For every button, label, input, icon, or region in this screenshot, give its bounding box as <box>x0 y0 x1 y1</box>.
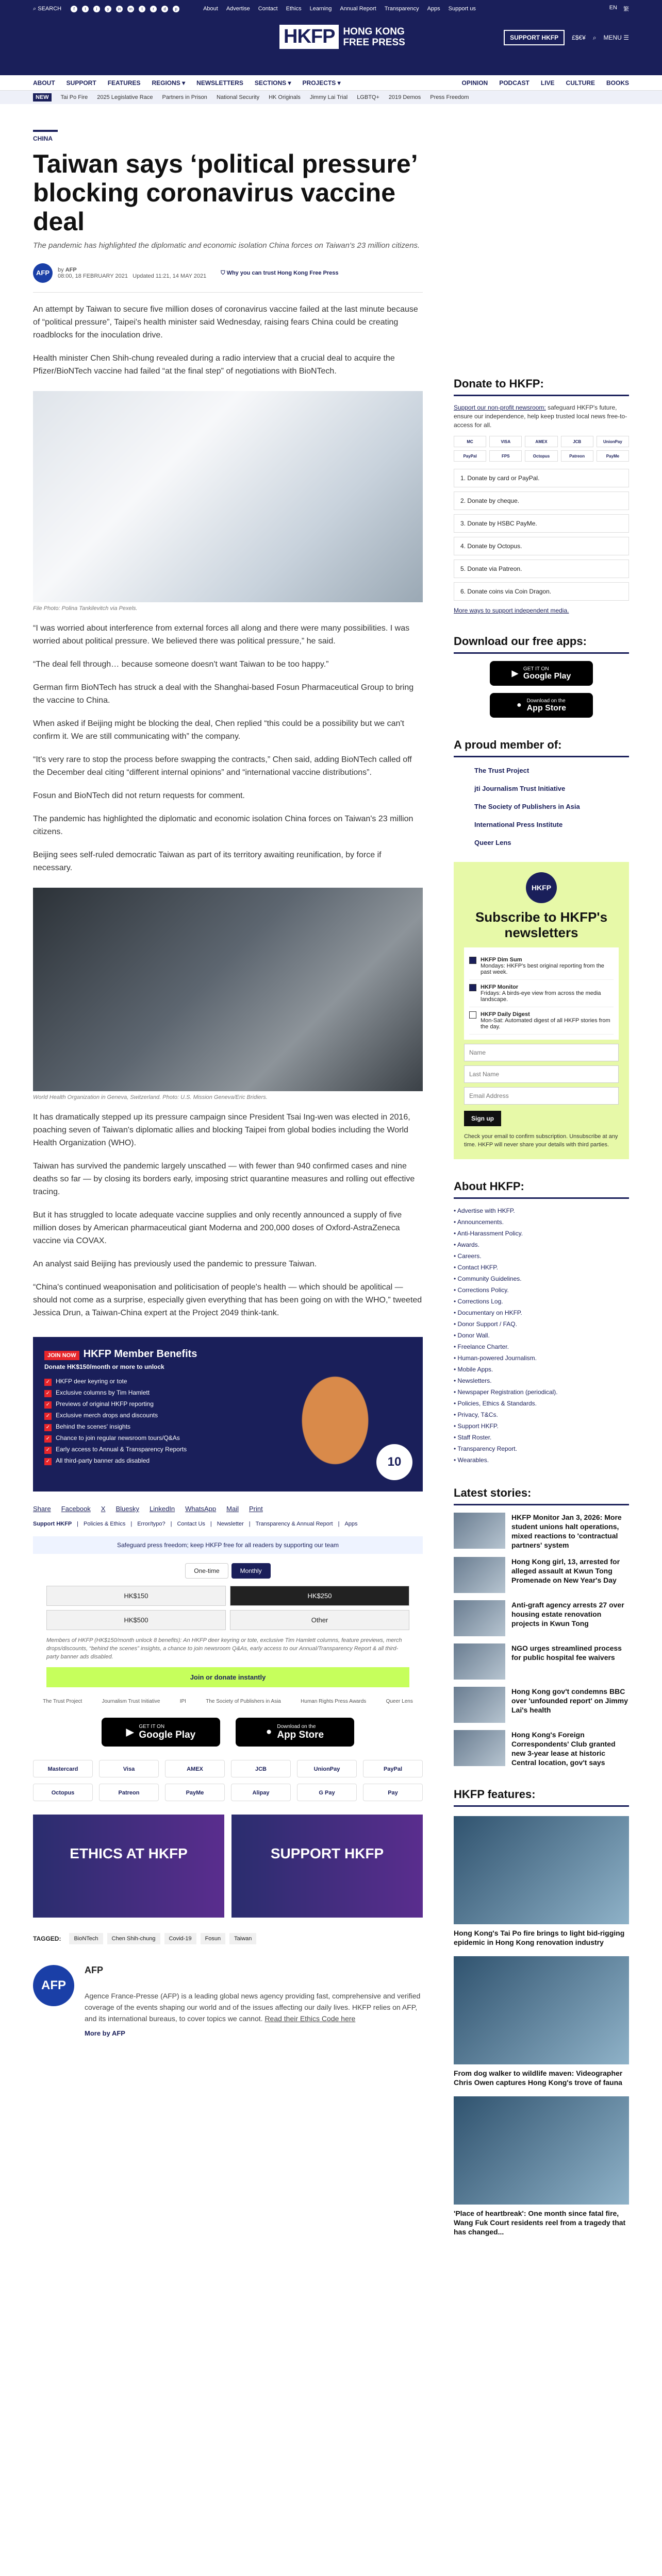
article-tags <box>33 1933 423 1944</box>
who-building-photo <box>33 888 423 1091</box>
author-details <box>85 1965 423 2037</box>
benefit-item: ✓ All third-party banner ads disabled <box>44 1455 411 1466</box>
hrpa-logo: Human Rights Press Awards <box>301 1699 367 1704</box>
support-link[interactable]: Newsletter <box>217 1521 244 1527</box>
paragraph: But it has struggled to locate adequate vaccine supplies and only recently announced a supply of five million doses by American pharmaceutical giant Moderna and 200,000 doses of Oxford-AstraZeneca vaccine via COVAX. <box>33 1211 402 1245</box>
share-links <box>33 1505 423 1513</box>
share-whatsapp[interactable]: WhatsApp <box>185 1505 217 1513</box>
more-by-author-link[interactable]: More by AFP <box>85 2029 125 2037</box>
facebook-icon[interactable]: f <box>71 6 77 12</box>
jcb-icon: JCB <box>231 1760 291 1777</box>
search-link[interactable]: ⌕ SEARCH <box>33 5 62 12</box>
donation-frequency <box>33 1563 423 1579</box>
share-x[interactable]: X <box>101 1505 106 1513</box>
benefit-item: ✓ Exclusive merch drops and discounts <box>44 1410 411 1421</box>
more-ways-link[interactable]: More ways to support independent media. <box>454 607 569 614</box>
utility-link-learning[interactable]: Learning <box>309 6 332 12</box>
latest-story[interactable] <box>454 1600 629 1636</box>
story-thumbnail <box>454 1600 505 1636</box>
support-banner[interactable]: SUPPORT HKFP <box>231 1815 423 1918</box>
trending-item[interactable]: HK Originals <box>269 94 301 100</box>
jti-logo[interactable]: jti Journalism Trust Initiative <box>474 785 566 792</box>
nav-sections[interactable]: SECTIONS ▾ <box>254 79 291 87</box>
language-switch <box>609 5 629 13</box>
support-link[interactable]: Contact Us <box>177 1521 205 1527</box>
about-link[interactable]: • Privacy, T&Cs. <box>454 1409 629 1420</box>
byline-text: by AFP 08:00, 18 FEBRUARY 2021 Updated 11:21, 14 MAY 2021 <box>58 267 207 279</box>
about-heading: About HKFP: <box>454 1180 629 1199</box>
donate-option[interactable]: 6. Donate coins via Coin Dragon. <box>454 582 629 601</box>
apple-icon: ● <box>266 1726 272 1737</box>
menu-button[interactable]: MENU ☰ <box>603 34 629 41</box>
mastodon-icon[interactable]: m <box>127 6 134 12</box>
paypal-icon: PayPal <box>454 450 486 462</box>
sopa-logo: The Society of Publishers in Asia <box>206 1699 281 1704</box>
join-now-badge: JOIN NOW <box>44 1351 79 1360</box>
unionpay-icon: UnionPay <box>297 1760 357 1777</box>
trust-project-logo[interactable]: The Trust Project <box>474 767 529 774</box>
utility-link-ethics[interactable]: Ethics <box>286 6 302 12</box>
main-nav <box>0 75 662 91</box>
trust-project-logo: The Trust Project <box>43 1699 82 1704</box>
newsletter-title: Subscribe to HKFP's newsletters <box>475 909 608 940</box>
donate-option[interactable]: 3. Donate by HSBC PayMe. <box>454 514 629 533</box>
google-play-badge[interactable]: ▶ GET IT ON Google Play <box>102 1718 220 1747</box>
nav-features[interactable]: FEATURES <box>107 79 141 87</box>
donate-option[interactable]: 2. Donate by cheque. <box>454 492 629 510</box>
paragraph: “The deal fell through… because someone doesn't want Taiwan to be too happy.” <box>33 660 329 669</box>
top-utility-bar <box>0 0 662 18</box>
amex-icon: AMEX <box>165 1760 225 1777</box>
queer-lens-logo[interactable]: Queer Lens <box>474 839 511 846</box>
benefit-item: ✓ Exclusive columns by Tim Hamlett <box>44 1387 411 1398</box>
feature-image <box>454 1816 629 1924</box>
paragraph: When asked if Beijing might be blocking the deal, Chen replied “this could be a possibility but we can't confirm it. We are still communicating with” the company. <box>33 719 404 741</box>
nav-newsletters[interactable]: NEWSLETTERS <box>196 79 243 87</box>
patreon-icon: Patreon <box>561 450 593 462</box>
about-link[interactable]: • Corrections Log. <box>454 1296 629 1307</box>
support-link[interactable]: Policies & Ethics <box>84 1521 126 1527</box>
byline <box>33 263 423 283</box>
utility-link-advertise[interactable]: Advertise <box>226 6 250 12</box>
newsletter-signup <box>454 862 629 1159</box>
sidebar <box>454 377 629 2236</box>
ipi-logo[interactable]: International Press Institute <box>474 821 563 828</box>
utility-link-annual-report[interactable]: Annual Report <box>340 6 376 12</box>
amex-icon: AMEX <box>525 436 557 447</box>
about-link[interactable]: • Human-powered Journalism. <box>454 1352 629 1364</box>
donate-heading: Donate to HKFP: <box>454 377 629 396</box>
unionpay-icon: UnionPay <box>597 436 629 447</box>
youtube-icon[interactable]: y <box>105 6 111 12</box>
nav-podcast[interactable]: PODCAST <box>499 79 529 87</box>
name-field[interactable] <box>464 1044 619 1061</box>
logo-mark: HKFP <box>279 25 339 49</box>
amount-option[interactable]: HK$500 <box>46 1610 226 1630</box>
trending-bar <box>0 91 662 104</box>
hamburger-icon: ☰ <box>623 34 629 41</box>
vaccine-photo <box>33 391 423 602</box>
sopa-logo[interactable]: The Society of Publishers in Asia <box>474 803 580 810</box>
site-logo[interactable] <box>279 25 405 49</box>
author-box <box>33 1965 423 2037</box>
support-link[interactable]: Transparency & Annual Report <box>255 1521 333 1527</box>
article-title: Taiwan says ‘political pressure’ blocking coronavirus vaccine deal <box>33 149 417 236</box>
search-icon: ⌕ <box>33 5 37 12</box>
about-link[interactable]: • Staff Roster. <box>454 1432 629 1443</box>
promo-banners <box>33 1815 423 1918</box>
paragraph: “It's very rare to stop the process before swapping the contracts,” Chen said, adding BioNTech called off the December deal citing “different internal opinions” and “international vaccine distributions”. <box>33 755 412 777</box>
patreon-icon[interactable]: p <box>173 6 179 12</box>
share-linkedin[interactable]: LinkedIn <box>150 1505 175 1513</box>
story-title[interactable]: Hong Kong girl, 13, arrested for alleged assault at Kwun Tong Promenade on New Year's Day <box>511 1557 620 1584</box>
newsletter-fineprint: Check your email to confirm subscription. Unsubscribe at any time. HKFP will never share your details with third parties. <box>464 1133 618 1148</box>
jcb-icon: JCB <box>561 436 593 447</box>
latest-heading: Latest stories: <box>454 1486 629 1505</box>
visa-icon: Visa <box>99 1760 159 1777</box>
author-name[interactable]: AFP <box>85 1965 103 1975</box>
paypal-icon: PayPal <box>363 1760 423 1777</box>
search-icon[interactable]: ⌕ <box>592 33 597 41</box>
instagram-icon[interactable]: i <box>93 6 100 12</box>
share-facebook[interactable]: Facebook <box>61 1505 91 1513</box>
donate-option[interactable]: 1. Donate by card or PayPal. <box>454 469 629 487</box>
masthead <box>0 18 662 75</box>
freq-monthly[interactable]: Monthly <box>231 1563 271 1579</box>
benefit-item: ✓ Behind the scenes' insights <box>44 1421 411 1432</box>
paragraph: An analyst said Beijing has previously used the pandemic to pressure Taiwan. <box>33 1260 317 1268</box>
donate-option[interactable]: 5. Donate via Patreon. <box>454 560 629 578</box>
masthead-actions <box>504 30 629 45</box>
photo-caption: World Health Organization in Geneva, Switzerland. Photo: U.S. Mission Geneva/Eric Bridiers. <box>33 1094 268 1100</box>
feature-story[interactable] <box>454 1816 629 1947</box>
safeguard-banner[interactable]: Safeguard press freedom; keep HKFP free for all readers by supporting our team <box>33 1536 423 1554</box>
member-benefits-banner[interactable] <box>33 1337 423 1492</box>
paragraph: Fosun and BioNTech did not return requests for comment. <box>33 791 245 800</box>
tags-label: TAGGED: <box>33 1935 61 1942</box>
visa-icon: VISA <box>489 436 522 447</box>
utility-link-support[interactable]: Support us <box>448 6 476 12</box>
feature-story[interactable] <box>454 2096 629 2236</box>
checkbox[interactable] <box>469 1011 476 1019</box>
newsletter-options <box>464 947 619 1040</box>
author-bio: Agence France-Presse (AFP) is a leading global news agency providing fast, comprehensive and verified coverage of the events shaping our world and of the issues affecting our daily lives. HKFP relies on AFP, and its international bureaus, to cover topics we cannot. Read their Ethics Code here <box>85 1992 421 2023</box>
proud-member-heading: A proud member of: <box>454 738 629 757</box>
paragraph: Health minister Chen Shih-chung revealed during a radio interview that a crucial deal to acquire the Pfizer/BioNTech vaccine had failed “at the final step” of negotiations with BioNTech. <box>33 354 395 376</box>
tag[interactable]: Chen Shih-chung <box>107 1933 160 1944</box>
checkbox[interactable] <box>469 984 476 991</box>
lang-zh[interactable]: 繁 <box>623 6 629 12</box>
author-avatar[interactable]: AFP <box>33 263 53 283</box>
divider <box>33 292 423 293</box>
nav-support[interactable]: SUPPORT <box>66 79 96 87</box>
threads-icon[interactable]: t <box>139 6 145 12</box>
paragraph: An attempt by Taiwan to secure five million doses of coronavirus vaccine failed at the last minute because of “political pressure”, Taipei's health minister said Wednesday, raising fears China could be creating roadblocks for the inoculation drive. <box>33 305 418 340</box>
share-mail[interactable]: Mail <box>226 1505 239 1513</box>
octopus-icon: Octopus <box>525 450 557 462</box>
app-store-badge[interactable]: ● Download on the App Store <box>490 693 593 718</box>
ethics-banner[interactable]: ETHICS AT HKFP <box>33 1815 224 1918</box>
donate-link[interactable]: Support our non-profit newsroom: <box>454 404 546 411</box>
share-bluesky[interactable]: Bluesky <box>115 1505 139 1513</box>
donation-note: Members of HKFP (HK$150/month unlock 8 benefits): An HKFP deer keyring or tote, exclusive Tim Hamlett columns, feature previews, merch drops/discounts, “behind the scenes” insights, a chance to join newsroom Q&As, early access to our Annual/Transparency Report & all third-party banner ads disabled. <box>46 1637 402 1660</box>
utility-links <box>203 6 476 12</box>
about-link[interactable]: • Freelance Charter. <box>454 1341 629 1352</box>
join-donate-button[interactable]: Join or donate instantly <box>46 1667 409 1687</box>
benefit-item: ✓ HKFP deer keyring or tote <box>44 1376 411 1387</box>
jti-logo: Journalism Trust Initiative <box>102 1699 160 1704</box>
about-link[interactable]: • Anti-Harassment Policy. <box>454 1228 629 1239</box>
tag[interactable]: Covid-19 <box>164 1933 196 1944</box>
app-store-badges <box>33 1718 423 1747</box>
lang-en[interactable]: EN <box>609 5 617 11</box>
benefit-item: ✓ Early access to Annual & Transparency Reports <box>44 1444 411 1455</box>
about-link[interactable]: • Advertise with HKFP. <box>454 1205 629 1216</box>
payme-icon: PayMe <box>165 1784 225 1801</box>
trending-item[interactable]: 2025 Legislative Race <box>97 94 153 100</box>
about-link[interactable]: • Transparency Report. <box>454 1443 629 1454</box>
publish-date: 08:00, 18 FEBRUARY 2021 <box>58 273 128 279</box>
paragraph: “China's continued weaponisation and politicisation of people's health — which should be apolitical — should not come as a surprise, especially given everything that has been going on with the WHO,” tweeted Jessica Drun, a Taiwan-China expert at the Project 2049 think-tank. <box>33 1283 422 1317</box>
newsletter-option[interactable]: HKFP Monitor Fridays: A birds-eye view from across the media landscape. <box>469 980 614 1007</box>
nav-opinion[interactable]: OPINION <box>461 79 488 87</box>
about-link[interactable]: • Newsletters. <box>454 1375 629 1386</box>
about-link[interactable]: • Newspaper Registration (periodical). <box>454 1386 629 1398</box>
about-link[interactable]: • Awards. <box>454 1239 629 1250</box>
article <box>33 104 423 2037</box>
social-icons <box>71 6 179 12</box>
trending-new-badge: NEW <box>33 93 52 101</box>
nav-books[interactable]: BOOKS <box>606 79 629 87</box>
support-link[interactable]: Support HKFP <box>33 1521 72 1527</box>
photo-caption: File Photo: Polina Tankilevitch via Pexels. <box>33 605 138 612</box>
anniversary-badge: 10 <box>376 1444 412 1480</box>
applepay-icon: Pay <box>363 1784 423 1801</box>
latest-story[interactable] <box>454 1513 629 1550</box>
trending-item[interactable]: Tai Po Fire <box>60 94 88 100</box>
story-thumbnail <box>454 1513 505 1549</box>
nav-projects[interactable]: PROJECTS ▾ <box>302 79 341 87</box>
paragraph: Taiwan has survived the pandemic largely unscathed — with fewer than 940 confirmed cases and nine deaths so far — by closing its borders early, imposing strict quarantine measures and rolling out effective tracing. <box>33 1162 415 1196</box>
donate-option[interactable]: 4. Donate by Octopus. <box>454 537 629 555</box>
feature-story[interactable] <box>454 1956 629 2087</box>
deer-mascot-illustration <box>284 1352 387 1476</box>
share-label: Share <box>33 1505 51 1513</box>
story-title[interactable]: NGO urges streamlined process for public hospital fee waivers <box>511 1644 622 1662</box>
latest-story[interactable] <box>454 1643 629 1680</box>
google-play-badge[interactable]: ▶ GET IT ON Google Play <box>490 661 593 686</box>
about-link[interactable]: • Donor Wall. <box>454 1330 629 1341</box>
utility-link-apps[interactable]: Apps <box>427 6 440 12</box>
play-icon: ▶ <box>511 669 518 678</box>
logo-text: HONG KONG FREE PRESS <box>343 26 405 48</box>
story-thumbnail <box>454 1730 505 1766</box>
newsletter-option[interactable]: HKFP Daily Digest Mon-Sat: Automated digest of all HKFP stories from the day. <box>469 1007 614 1035</box>
mastercard-icon: MC <box>454 436 486 447</box>
byline-author[interactable]: AFP <box>65 267 77 273</box>
ethics-code-link[interactable]: Read their Ethics Code here <box>264 2014 356 2023</box>
sidebar-payment-icons <box>454 436 629 462</box>
benefit-item: ✓ Previews of original HKFP reporting <box>44 1398 411 1410</box>
about-link[interactable]: • Support HKFP. <box>454 1420 629 1432</box>
trending-item[interactable]: Partners in Prison <box>162 94 207 100</box>
about-link[interactable]: • Policies, Ethics & Standards. <box>454 1398 629 1409</box>
nav-live[interactable]: LIVE <box>540 79 555 87</box>
email-field[interactable] <box>464 1087 619 1105</box>
paragraph: German firm BioNTech has struck a deal with the Shanghai-based Fosun Pharmaceutical Group to bring the vaccine to China. <box>33 683 414 705</box>
tag[interactable]: Taiwan <box>229 1933 256 1944</box>
paragraph: The pandemic has highlighted the diplomatic and economic isolation China forces on Taiwan's 23 million citizens. <box>33 815 413 836</box>
trending-item[interactable]: Press Freedom <box>430 94 469 100</box>
story-title[interactable]: Anti-graft agency arrests 27 over housing estate renovation projects in Kwun Tong <box>511 1601 624 1628</box>
last-name-field[interactable] <box>464 1065 619 1083</box>
payment-methods <box>33 1760 423 1801</box>
member-logos <box>33 1699 423 1704</box>
play-icon: ▶ <box>126 1726 134 1738</box>
story-title[interactable]: Hong Kong gov't condemns BBC over 'unfounded report' on Jimmy Lai's health <box>511 1687 628 1714</box>
about-link[interactable]: • Corrections Policy. <box>454 1284 629 1296</box>
nav-culture[interactable]: CULTURE <box>566 79 595 87</box>
x-icon[interactable]: t <box>82 6 89 12</box>
patreon-icon: Patreon <box>99 1784 159 1801</box>
freq-one-time[interactable]: One-time <box>185 1563 228 1579</box>
app-store-badge[interactable]: ● Download on the App Store <box>236 1718 354 1747</box>
feature-image <box>454 1956 629 2064</box>
feature-image <box>454 2096 629 2205</box>
apple-icon: ● <box>516 701 522 709</box>
about-link[interactable]: • Wearables. <box>454 1454 629 1466</box>
checkbox[interactable] <box>469 957 476 964</box>
trending-item[interactable]: LGBTQ+ <box>357 94 379 100</box>
utility-link-contact[interactable]: Contact <box>258 6 278 12</box>
story-thumbnail <box>454 1557 505 1593</box>
currency-label: £$€¥ <box>572 34 586 41</box>
updated-date: Updated 11:21, 14 MAY 2021 <box>133 273 207 279</box>
latest-story[interactable] <box>454 1687 629 1723</box>
donation-amounts <box>46 1586 409 1630</box>
amount-option[interactable]: HK$150 <box>46 1586 226 1606</box>
story-thumbnail <box>454 1687 505 1723</box>
share-print[interactable]: Print <box>249 1505 263 1513</box>
alipay-icon: Alipay <box>231 1784 291 1801</box>
gpay-icon: G Pay <box>297 1784 357 1801</box>
feature-title[interactable]: 'Place of heartbreak': One month since fatal fire, Wang Fuk Court residents reel from a tragedy that has changed... <box>454 2209 626 2236</box>
octopus-icon: Octopus <box>33 1784 93 1801</box>
fps-icon: FPS <box>489 450 522 462</box>
trending-item[interactable]: National Security <box>216 94 260 100</box>
paragraph: “I was worried about interference from external forces all along and there were many possibilities. I was worried about political pressure. We believed there was political pressure,” he said. <box>33 624 410 646</box>
about-link[interactable]: • Documentary on HKFP. <box>454 1307 629 1318</box>
about-link[interactable]: • Donor Support / FAQ. <box>454 1318 629 1330</box>
payme-icon: PayMe <box>597 450 629 462</box>
trending-item[interactable]: Jimmy Lai Trial <box>309 94 348 100</box>
tag[interactable]: Fosun <box>201 1933 226 1944</box>
amount-option-other[interactable]: Other <box>230 1610 409 1630</box>
signup-button[interactable]: Sign up <box>464 1111 501 1126</box>
donate-intro: Support our non-profit newsroom: safeguard HKFP's future, ensure our independence, help keep trusted local news free-to-access for all. <box>454 404 627 429</box>
latest-story[interactable] <box>454 1730 629 1767</box>
story-thumbnail <box>454 1643 505 1680</box>
about-link[interactable]: • Community Guidelines. <box>454 1273 629 1284</box>
feature-title[interactable]: From dog walker to wildlife maven: Videographer Chris Owen captures Hong Kong's trove of fauna <box>454 2069 623 2087</box>
rss-icon[interactable]: r <box>150 6 157 12</box>
trust-link[interactable]: ⛉ Why you can trust Hong Kong Free Press <box>221 269 339 276</box>
story-title[interactable]: Hong Kong's Foreign Correspondents' Club granted new 3-year lease at historic Central location, gov't says <box>511 1731 616 1767</box>
mastercard-icon: Mastercard <box>33 1760 93 1777</box>
about-link[interactable]: • Mobile Apps. <box>454 1364 629 1375</box>
apps-heading: Download our free apps: <box>454 635 629 654</box>
latest-story[interactable] <box>454 1557 629 1593</box>
paragraph: It has dramatically stepped up its pressure campaign since President Tsai Ing-wen was elected in 2016, poaching seven of Taiwan's diplomatic allies and blocking Taipei from global bodies including the World Health Organization (WHO). <box>33 1113 410 1147</box>
features-heading: HKFP features: <box>454 1788 629 1807</box>
benefit-item: ✓ Chance to join regular newsroom tours/Q&As <box>44 1432 411 1444</box>
proud-member-logos <box>454 767 629 846</box>
newsletter-option[interactable]: HKFP Dim Sum Mondays: HKFP's best original reporting from the past week. <box>469 953 614 980</box>
article-category[interactable]: CHINA <box>33 130 423 142</box>
tag[interactable]: BioNTech <box>69 1933 103 1944</box>
member-subtitle: Donate HK$150/month or more to unlock <box>44 1363 164 1370</box>
support-hkfp-button[interactable]: SUPPORT HKFP <box>504 30 565 45</box>
nav-about[interactable]: ABOUT <box>33 79 55 87</box>
author-avatar-large[interactable]: AFP <box>33 1965 74 2006</box>
newsletter-logo: HKFP <box>526 872 557 903</box>
paragraph: Beijing sees self-ruled democratic Taiwan as part of its territory awaiting reunification, by force if necessary. <box>33 851 382 872</box>
article-standfirst: The pandemic has highlighted the diplomatic and economic isolation China forces on Taiwan's 23 million citizens. <box>33 241 420 250</box>
amount-option-selected[interactable]: HK$250 <box>230 1586 409 1606</box>
shield-icon: ⛉ <box>221 269 225 276</box>
about-link[interactable]: • Contact HKFP. <box>454 1262 629 1273</box>
about-link[interactable]: • Announcements. <box>454 1216 629 1228</box>
about-links <box>454 1205 629 1466</box>
about-link[interactable]: • Careers. <box>454 1250 629 1262</box>
utility-link-about[interactable]: About <box>203 6 218 12</box>
story-title[interactable]: HKFP Monitor Jan 3, 2026: More student unions halt operations, mixed reactions to 'contractual partners' system <box>511 1513 622 1549</box>
queer-lens-logo: Queer Lens <box>386 1699 413 1704</box>
support-link[interactable]: Apps <box>344 1521 358 1527</box>
feature-title[interactable]: Hong Kong's Tai Po fire brings to light bid-rigging epidemic in Hong Kong renovation industry <box>454 1929 625 1946</box>
utility-link-transparency[interactable]: Transparency <box>384 6 419 12</box>
member-title: JOIN NOW HKFP Member Benefits <box>44 1348 411 1360</box>
linkedin-icon[interactable]: in <box>116 6 123 12</box>
support-links: Support HKFP | Policies & Ethics | Error/typo? | Contact Us | Newsletter | Transparency & Annual Report | Apps <box>33 1521 358 1527</box>
discord-icon[interactable]: d <box>161 6 168 12</box>
ipi-logo: IPI <box>179 1699 186 1704</box>
trending-item[interactable]: 2019 Demos <box>388 94 421 100</box>
support-link[interactable]: Error/typo? <box>137 1521 166 1527</box>
nav-regions[interactable]: REGIONS ▾ <box>152 79 186 87</box>
